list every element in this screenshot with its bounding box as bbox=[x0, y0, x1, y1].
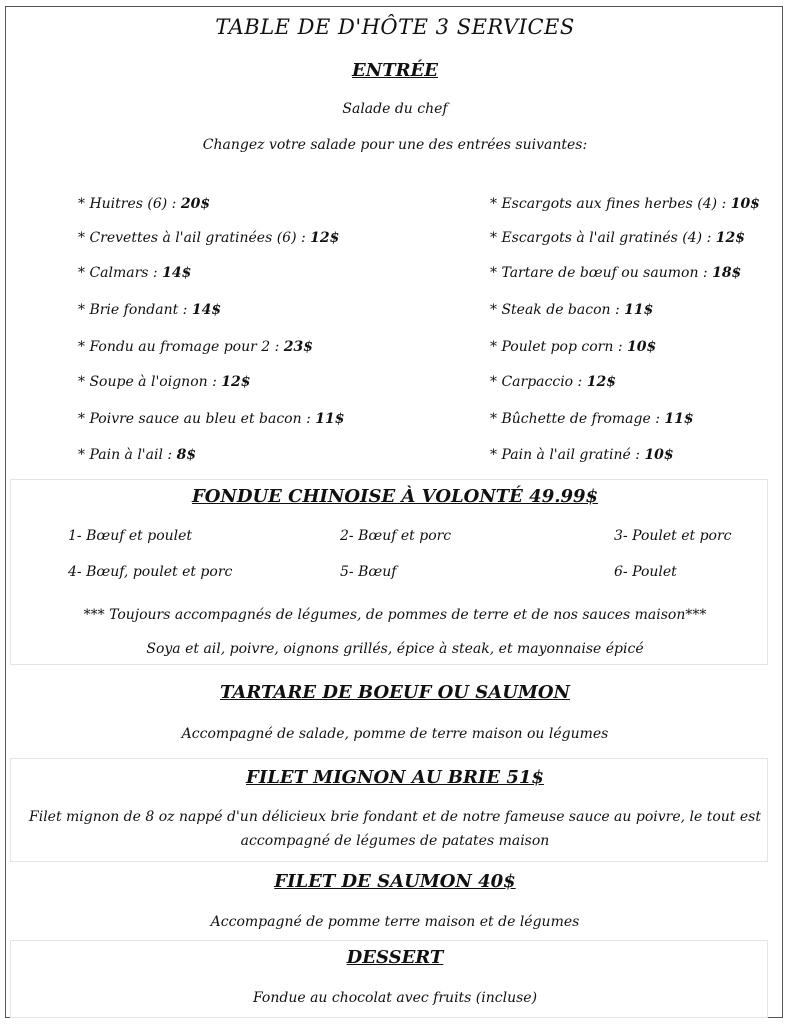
entree-left-item bbox=[78, 339, 313, 355]
entree-left-item bbox=[78, 265, 191, 281]
saumon-heading: FILET DE SAUMON 40$ bbox=[274, 871, 516, 892]
item-price: 10$ bbox=[730, 196, 760, 212]
entree-right-item bbox=[490, 196, 760, 212]
item-name: * Pain à l'ail : bbox=[78, 447, 177, 463]
entree-left-item bbox=[78, 447, 196, 463]
fondue-note: *** Toujours accompagnés de légumes, de pommes de terre et de nos sauces maison*** bbox=[83, 607, 707, 623]
item-price: 10$ bbox=[627, 339, 657, 355]
fondue-option-6: 6- Poulet bbox=[614, 564, 677, 580]
item-price: 14$ bbox=[162, 265, 192, 281]
item-name: * Escargots aux fines herbes (4) : bbox=[490, 196, 731, 212]
item-name: * Steak de bacon : bbox=[490, 302, 625, 318]
item-price: 12$ bbox=[586, 374, 616, 390]
entree-left-item bbox=[78, 230, 339, 246]
item-price: 11$ bbox=[664, 411, 694, 427]
item-price: 20$ bbox=[180, 196, 211, 212]
fondue-heading: FONDUE CHINOISE À VOLONTÉ 49.99$ bbox=[191, 486, 599, 507]
entree-line-1: Salade du chef bbox=[342, 101, 448, 117]
entree-right-item bbox=[490, 447, 674, 463]
item-name: * Poulet pop corn : bbox=[490, 339, 627, 355]
entree-right-item bbox=[490, 302, 653, 318]
dessert-heading: DESSERT bbox=[346, 947, 444, 968]
entree-left-item bbox=[78, 374, 251, 390]
entree-right-item bbox=[490, 265, 741, 281]
item-name: * Poivre sauce au bleu et bacon : bbox=[78, 411, 316, 427]
item-price: 10$ bbox=[644, 447, 674, 463]
item-name: * Carpaccio : bbox=[490, 374, 587, 390]
item-price: 11$ bbox=[315, 411, 345, 427]
fondue-option-3: 3- Poulet et porc bbox=[614, 528, 732, 544]
entree-right-item bbox=[490, 339, 656, 355]
item-name: * Pain à l'ail gratiné : bbox=[490, 447, 645, 463]
item-name: * Soupe à l'oignon : bbox=[78, 374, 222, 390]
saumon-desc: Accompagné de pomme terre maison et de légumes bbox=[210, 914, 580, 930]
item-name: * Calmars : bbox=[78, 265, 163, 281]
item-name: * Tartare de bœuf ou saumon : bbox=[490, 265, 713, 281]
fondue-option-2: 2- Bœuf et porc bbox=[340, 528, 452, 544]
item-price: 12$ bbox=[221, 374, 251, 390]
fondue-option-1: 1- Bœuf et poulet bbox=[68, 528, 193, 544]
item-price: 11$ bbox=[624, 302, 654, 318]
item-price: 14$ bbox=[191, 302, 222, 318]
fondue-sauces: Soya et ail, poivre, oignons grillés, épice à steak, et mayonnaise épicé bbox=[146, 641, 644, 657]
dessert-desc: Fondue au chocolat avec fruits (incluse) bbox=[252, 990, 538, 1006]
filet-mignon-desc: Filet mignon de 8 oz nappé d'un délicieux brie fondant et de notre fameuse sauce au poivre, le tout est accompagné de légumes de patates maison bbox=[29, 809, 761, 849]
item-name: * Escargots à l'ail gratinés (4) : bbox=[490, 230, 716, 246]
item-name: * Fondu au fromage pour 2 : bbox=[78, 339, 284, 355]
item-name: * Crevettes à l'ail gratinées (6) : bbox=[78, 230, 311, 246]
item-price: 18$ bbox=[712, 265, 742, 281]
item-name: * Huitres (6) : bbox=[78, 196, 181, 212]
item-price: 12$ bbox=[715, 230, 745, 246]
entree-line-2: Changez votre salade pour une des entrées suivantes: bbox=[202, 137, 588, 153]
entree-left-item bbox=[78, 411, 344, 427]
filet-mignon-heading: FILET MIGNON AU BRIE 51$ bbox=[246, 767, 544, 788]
tartare-heading: TARTARE DE BOEUF OU SAUMON bbox=[220, 682, 570, 703]
entree-heading: ENTRÉE bbox=[352, 60, 438, 81]
fondue-option-4: 4- Bœuf, poulet et porc bbox=[68, 564, 233, 580]
menu-title: TABLE DE D'HÔTE 3 SERVICES bbox=[215, 15, 575, 39]
fondue-option-5: 5- Bœuf bbox=[340, 564, 397, 580]
entree-left-item bbox=[78, 196, 210, 212]
entree-right-item bbox=[490, 230, 745, 246]
item-name: * Brie fondant : bbox=[78, 302, 192, 318]
item-price: 8$ bbox=[176, 447, 197, 463]
entree-left-item bbox=[78, 302, 221, 318]
item-price: 12$ bbox=[310, 230, 340, 246]
entree-right-item bbox=[490, 374, 616, 390]
item-price: 23$ bbox=[283, 339, 314, 355]
tartare-desc: Accompagné de salade, pomme de terre maison ou légumes bbox=[181, 726, 609, 742]
entree-right-item bbox=[490, 411, 694, 427]
item-name: * Bûchette de fromage : bbox=[490, 411, 665, 427]
